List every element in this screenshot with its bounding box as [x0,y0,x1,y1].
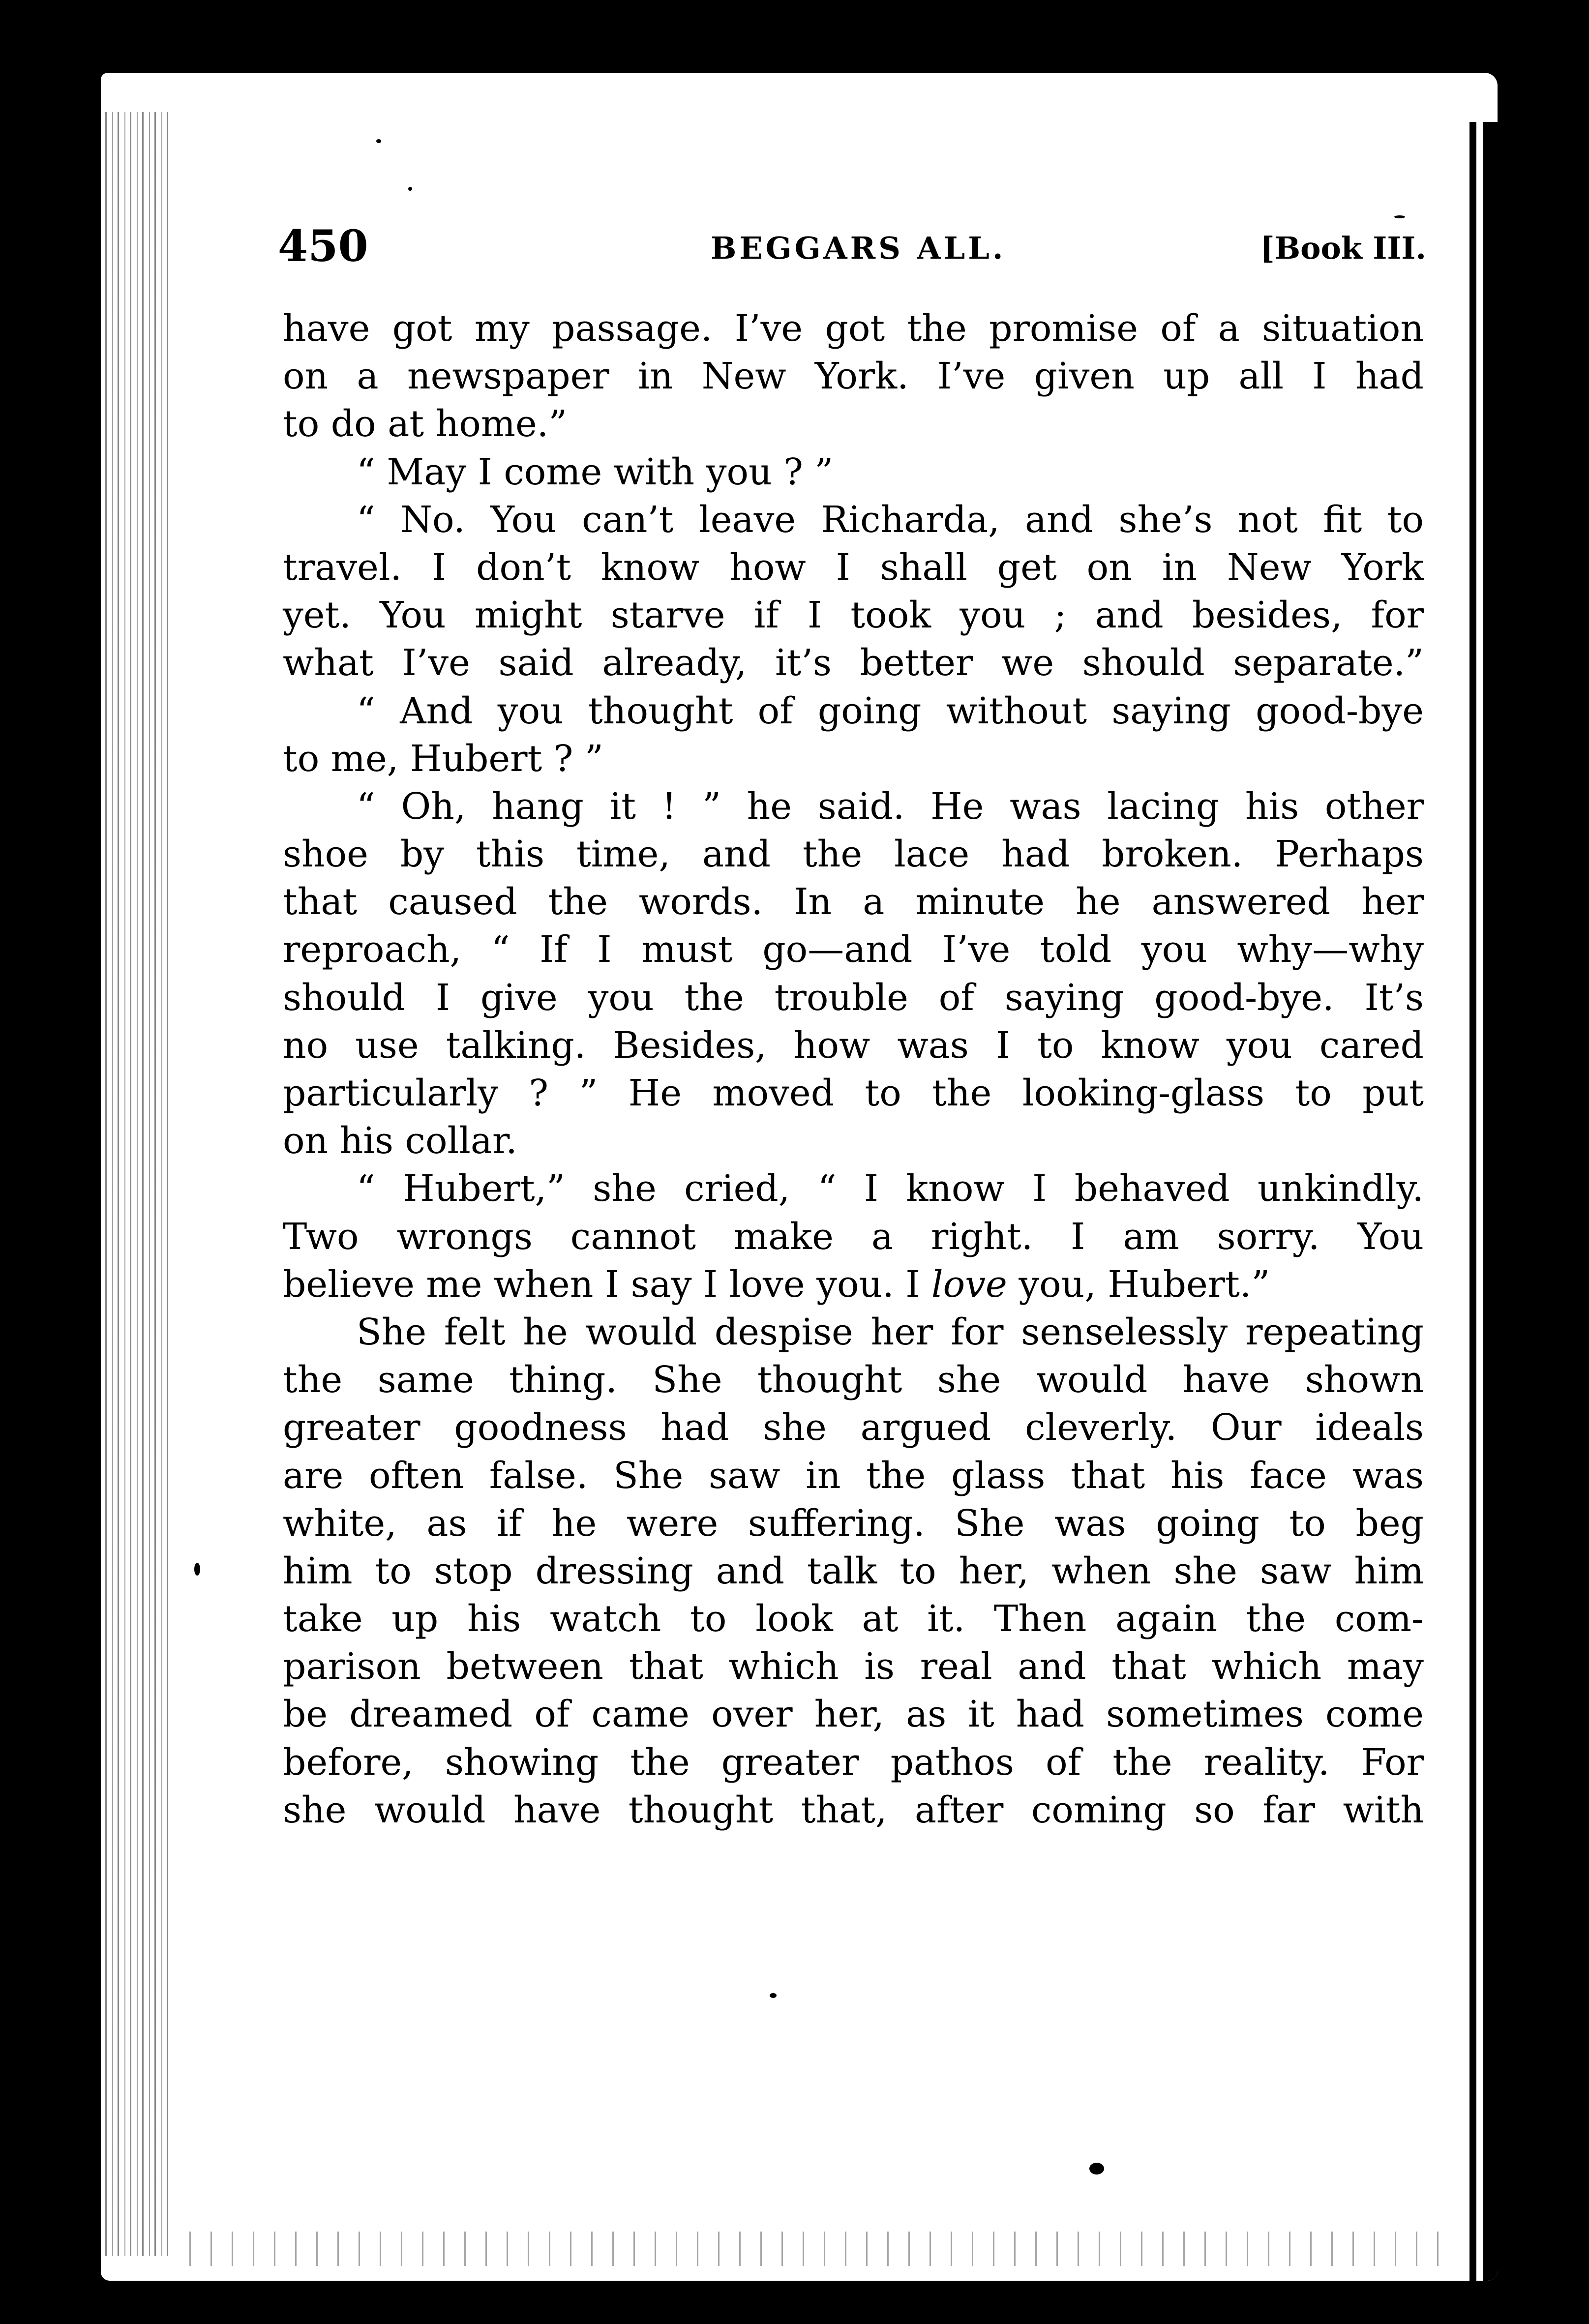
text-line: be dreamed of came over her, as it had sometimes come [283,1693,1424,1736]
text-line: the same thing. She thought she would have shown [283,1359,1424,1401]
binding-gutter [101,112,172,2256]
text-line: She felt he would despise her for senselessly repeating [357,1311,1424,1353]
text-line: particularly ? ” He moved to the looking-glass to put [283,1072,1424,1114]
page-number: 450 [278,220,368,271]
text-line: to do at home.” [283,403,568,446]
scan-noise [170,2232,1453,2266]
scan-fleck [408,187,412,191]
italic-word: love [931,1263,1007,1306]
text-line: “ And you thought of going without saying good-bye [357,689,1424,732]
text-line: no use talking. Besides, how was I to know you cared [283,1024,1424,1067]
running-title: BEGGARS ALL. [711,230,1006,266]
page-edge [1456,122,1498,2281]
text-line: she would have thought that, after coming so far with [283,1788,1424,1831]
text-line-mixed [283,1261,1424,1309]
text-line: are often false. She saw in the glass that his face was [283,1454,1424,1497]
text-line: Two wrongs cannot make a right. I am sorry. You [283,1215,1424,1258]
text-line: that caused the words. In a minute he answered her [283,881,1424,924]
text-line: shoe by this time, and the lace had broken. Perhaps [283,833,1424,876]
text-line: “ Oh, hang it ! ” he said. He was lacing his other [357,785,1424,828]
text-line: him to stop dressing and talk to her, when she saw him [283,1549,1424,1592]
text-line: yet. You might starve if I took you ; and besides, for [283,594,1424,637]
text-line: have got my passage. I’ve got the promise of a situation [283,307,1424,350]
text-line: should I give you the trouble of saying good-bye. It’s [283,976,1424,1019]
body-text [283,305,1424,1834]
text-line: “ No. You can’t leave Richarda, and she’s not fit to [357,498,1424,541]
book-label: [Book III. [1260,230,1426,266]
text-line: what I’ve said already, it’s better we should separate.” [283,642,1424,685]
page-header [278,220,1426,309]
scan-fleck [376,139,381,143]
text-line: before, showing the greater pathos of the reality. For [283,1741,1424,1784]
text-line: on his collar. [283,1120,517,1162]
text-fragment: you, Hubert.” [1007,1263,1270,1306]
text-line: greater goodness had she argued cleverly. Our ideals [283,1406,1424,1449]
scan-fleck [194,1563,200,1576]
text-line: reproach, “ If I must go—and I’ve told you why—why [283,928,1424,971]
scan-fleck [1394,215,1405,218]
text-line: take up his watch to look at it. Then again the com- [283,1598,1424,1640]
text-line: “ May I come with you ? ” [357,450,834,493]
text-line: “ Hubert,” she cried, “ I know I behaved unkindly. [357,1167,1424,1210]
text-line: travel. I don’t know how I shall get on in New York [283,546,1424,589]
text-line: to me, Hubert ? ” [283,737,603,780]
text-fragment: believe me when I say I love you. I [283,1263,931,1306]
text-line: parison between that which is real and that which may [283,1645,1424,1688]
scan-fleck [1089,2163,1104,2175]
scan-fleck [770,1993,777,1998]
text-line: on a newspaper in New York. I’ve given up all I had [283,355,1424,398]
text-line: white, as if he were suffering. She was going to beg [283,1502,1424,1545]
